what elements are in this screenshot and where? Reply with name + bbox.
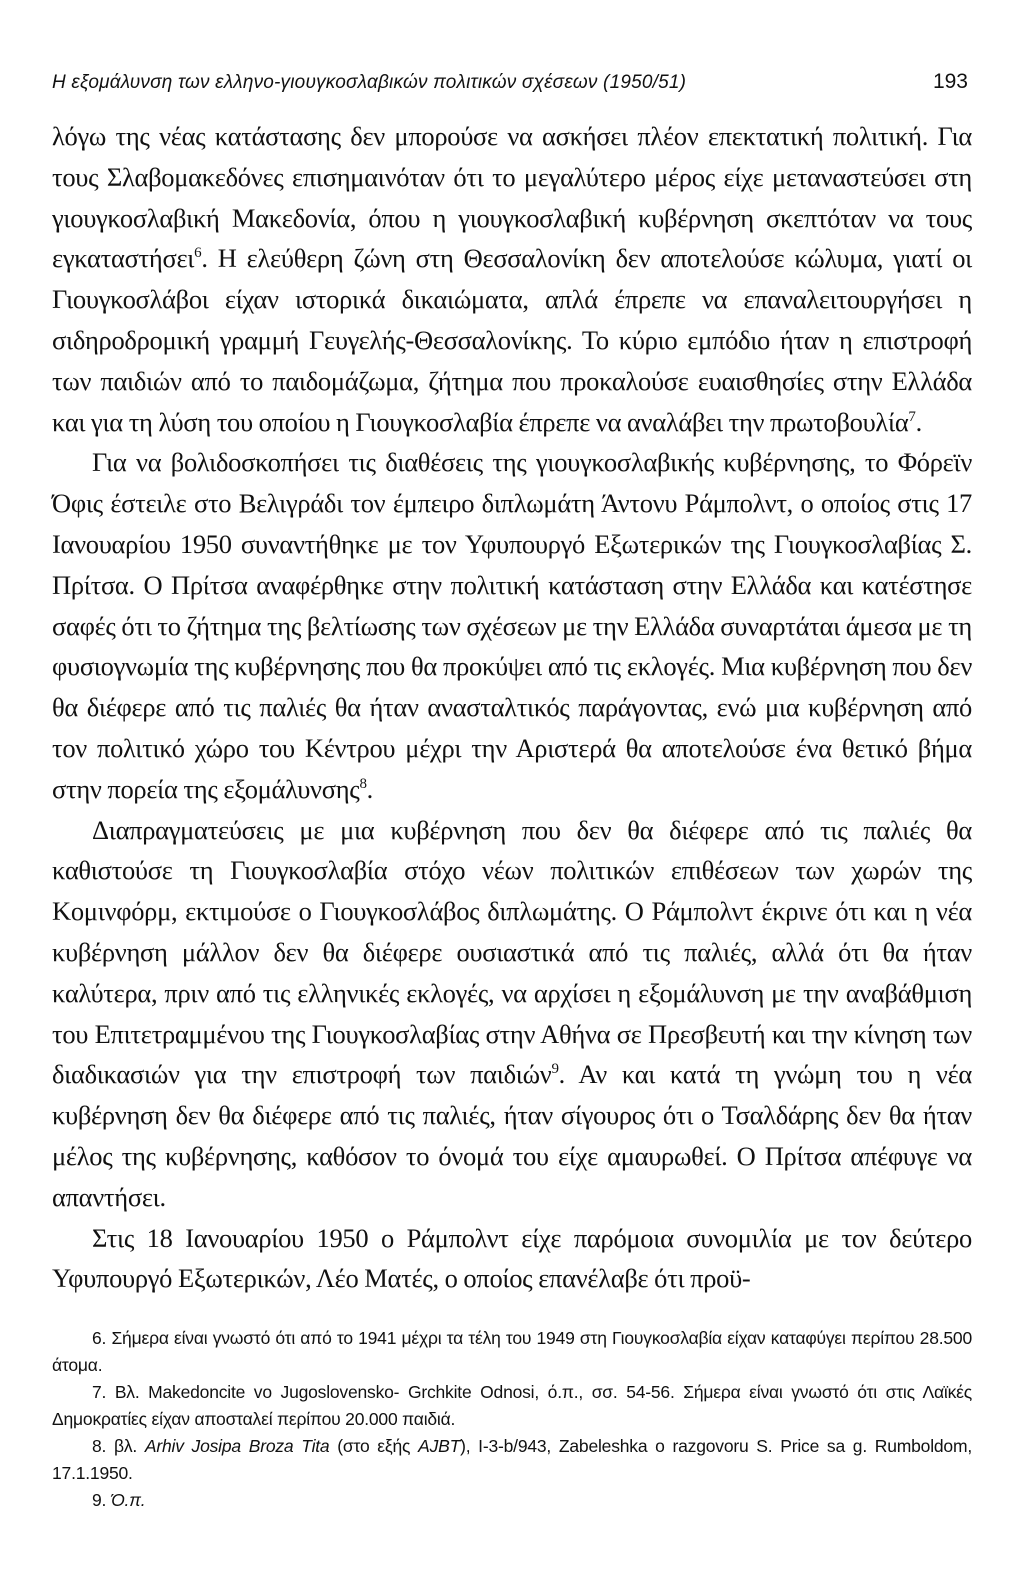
- footnote-ref-9: 9: [551, 1061, 559, 1078]
- paragraph-1: [52, 116, 972, 442]
- footnote-8-archive-title: Arhiv Josipa Broza Tita: [144, 1436, 330, 1457]
- paragraph-1-text-a: λόγω της νέας κατάστασης δεν μπορούσε να ασκήσει πλέον επεκτατική πολιτική. Για τους Σλαβομακεδόνες επισημαινόταν ότι το μεγαλύτερο μέρος είχε μεταναστεύσει στη γιουγκοσλαβική Μακεδονία, όπου η γιουγκοσλαβική κυβέρνηση σκεπτόταν να τους εγκαταστήσει: [52, 121, 972, 274]
- paragraph-2: [52, 442, 972, 809]
- footnote-6: 6. Σήμερα είναι γνωστό ότι από το 1941 μέχρι τα τέλη του 1949 στη Γιουγκοσλαβία είχαν καταφύγει περίπου 28.500 άτομα.: [52, 1328, 972, 1376]
- footnote-9-number: 9.: [92, 1490, 111, 1511]
- footnote-ref-7: 7: [908, 408, 916, 425]
- paragraph-2-text-a: Για να βολιδοσκοπήσει τις διαθέσεις της γιουγκοσλαβικής κυβέρνησης, το Φόρεϊν Όφις έστειλε στο Βελιγράδι τον έμπειρο διπλωμάτη Άντονυ Ράμπολντ, ο οποίος στις 17 Ιανουαρίου 1950 συναντήθηκε με τον Υφυπουργό Εξωτερικών της Γιουγκοσλαβίας Σ. Πρίτσα. Ο Πρίτσα αναφέρθηκε στην πολιτική κατάσταση στην Ελλάδα και κατέστησε σαφές ότι το ζήτημα της βελτίωσης των σχέσεων με την Ελλάδα συναρτάται άμεσα με τη φυσιογνωμία της κυβέρνησης που θα προκύψει από τις εκλογές. Μια κυβέρνηση που δεν θα διέφερε από τις παλιές θα ήταν ανασταλτικός παράγοντας, ενώ μια κυβέρνηση από τον πολιτικό χώρο του Κέντρου μέχρι την Αριστερά θα αποτελούσε ένα θετικό βήμα στην πορεία της εξομάλυνσης: [52, 447, 972, 804]
- paragraph-1-text-b: . Η ελεύθερη ζώνη στη Θεσσαλονίκη δεν αποτελούσε κώλυμα, γιατί οι Γιουγκοσλάβοι είχαν ιστορικά δικαιώματα, απλά έπρεπε να επαναλειτουργήσει η σιδηροδρομική γραμμή Γευγελής-Θεσσαλονίκης. Το κύριο εμπόδιο ήταν η επιστροφή των παιδιών από το παιδομάζωμα, ζήτημα που προκαλούσε ευαισθησίες στην Ελλάδα και για τη λύση του οποίου η Γιουγκοσλαβία έπρεπε να αναλάβει την πρωτοβουλία: [52, 243, 972, 437]
- footnote-8-text-a: 8. βλ.: [92, 1436, 145, 1457]
- footnote-8-text-c: ), I-3-b/943, Zabeleshka o razgovoru S. Price sa g. Rumboldom, 17.1.1950.: [52, 1436, 972, 1484]
- page-number: 193: [932, 70, 968, 93]
- paragraph-2-text-b: .: [366, 773, 373, 804]
- paragraph-3-text-a: Διαπραγματεύσεις με μια κυβέρνηση που δεν θα διέφερε από τις παλιές θα καθιστούσε τη Γιουγκοσλαβία στόχο νέων πολιτικών επιθέσεων των χωρών της Κομινφόρμ, εκτιμούσε ο Γιουγκοσλάβος διπλωμάτης. Ο Ράμπολντ έκρινε ότι και η νέα κυβέρνηση μάλλον δεν θα διέφερε ουσιαστικά από τις παλιές, αλλά ότι θα ήταν καλύτερα, πριν από τις ελληνικές εκλογές, να αρχίσει η εξομάλυνση με την αναβάθμιση του Επιτετραμμένου της Γιουγκοσλαβίας στην Αθήνα σε Πρεσβευτή και την κίνηση των διαδικασιών για την επιστροφή των παιδιών: [52, 814, 972, 1090]
- footnote-8: [52, 1433, 972, 1487]
- running-header: [52, 70, 972, 110]
- paragraph-1-text-c: .: [915, 406, 922, 437]
- body-text: [52, 116, 972, 1299]
- footnotes: [52, 1325, 972, 1514]
- footnote-8-abbreviation: AJBT: [418, 1436, 461, 1457]
- footnote-ref-8: 8: [359, 775, 367, 792]
- running-header-title: Η εξομάλυνση των ελληνο-γιουγκοσλαβικών πολιτικών σχέσεων (1950/51): [52, 72, 687, 93]
- paragraph-3: [52, 810, 972, 1218]
- footnote-ref-6: 6: [194, 245, 202, 262]
- document-page: [52, 70, 972, 1514]
- footnote-8-text-b: (στο εξής: [329, 1436, 419, 1457]
- footnote-9: [52, 1487, 972, 1514]
- footnote-9-op-cit: Ό.π.: [110, 1490, 146, 1511]
- paragraph-3-text-b: . Αν και κατά τη γνώμη του η νέα κυβέρνηση δεν θα διέφερε από τις παλιές, ήταν σίγουρος ότι ο Τσαλδάρης δεν θα ήταν μέλος της κυβέρνησης, καθόσον το όνομά του είχε αμαυρωθεί. Ο Πρίτσα απέφυγε να απαντήσει.: [52, 1059, 972, 1212]
- paragraph-4: Στις 18 Ιανουαρίου 1950 ο Ράμπολντ είχε παρόμοια συνομιλία με τον δεύτερο Υφυπουργό Εξωτερικών, Λέο Ματές, ο οποίος επανέλαβε ότι προϋ-: [52, 1222, 972, 1294]
- footnote-7: 7. Βλ. Makedoncite vo Jugoslovensko- Grchkite Odnosi, ό.π., σσ. 54-56. Σήμερα είναι γνωστό ότι στις Λαϊκές Δημοκρατίες είχαν αποσταλεί περίπου 20.000 παιδιά.: [52, 1382, 972, 1430]
